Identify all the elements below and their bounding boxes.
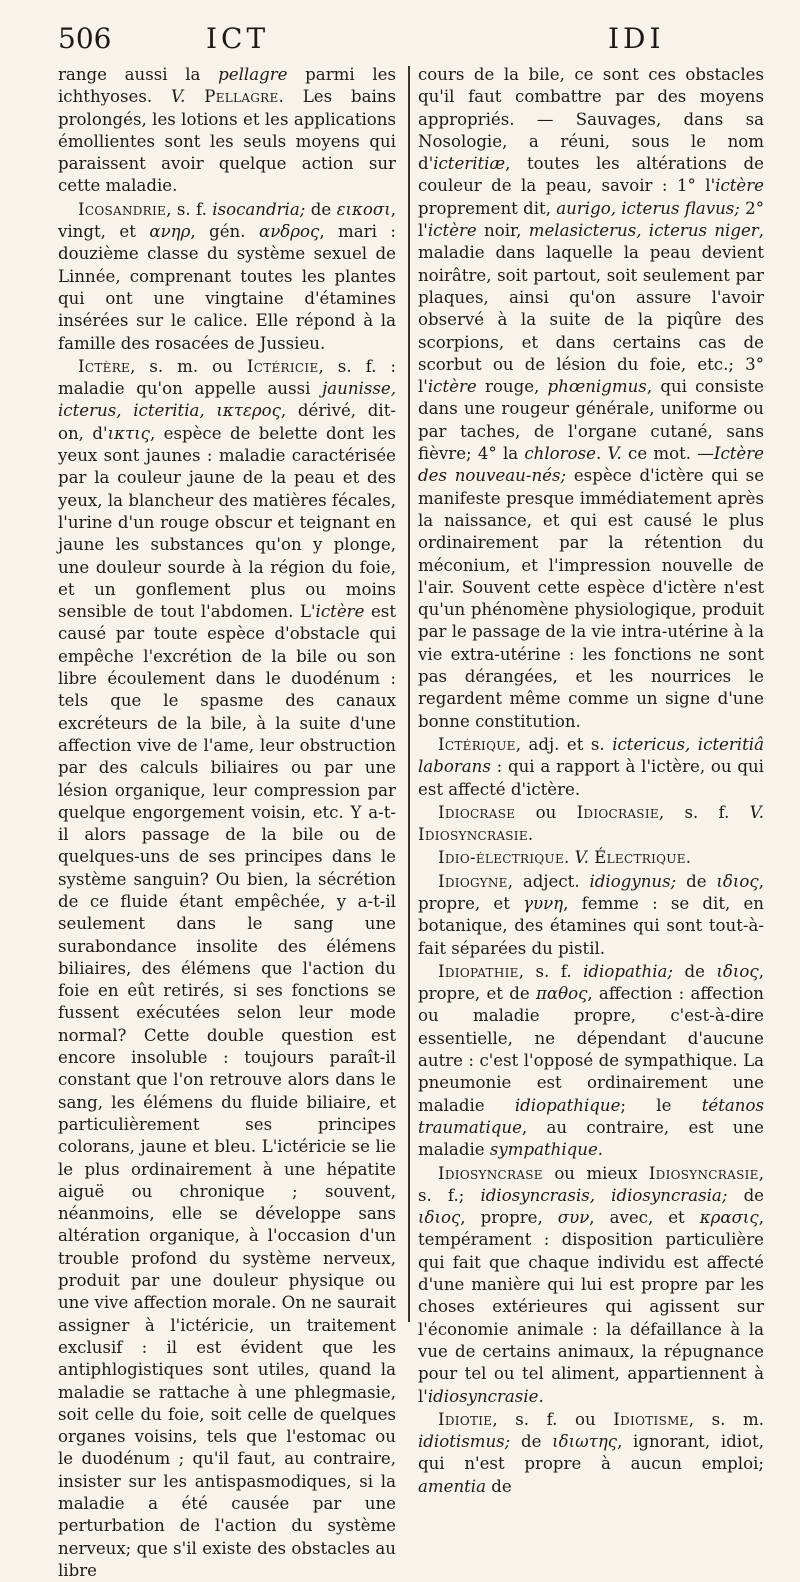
entry-icosandrie: Icosandrie, s. f. isocandria; de εικοσι, vingt, et ανηρ, gén. ανδρος, mari : douzième classe du système sexuel de Linnée, comprenant toutes les plantes qui ont une vingtaine d'étamines insérées sur le calice. Elle répond à la famille des rosacées de Jussieu. [58, 199, 396, 353]
italic-term: tétanos traumatique [418, 1095, 764, 1137]
italic-term: V. [574, 848, 589, 868]
headword: Ictère [78, 356, 131, 376]
italic-term: V. [607, 444, 622, 464]
headword: Idiocrasie [576, 802, 659, 822]
headword: Idiotie [438, 1409, 493, 1429]
greek-word: ιδιωτης [552, 1432, 618, 1452]
italic-term: idiosyncrasis, idiosyncrasia; [480, 1185, 728, 1205]
headword: Idio-électrique [438, 848, 565, 868]
italic-term: idiopathia; [583, 961, 673, 981]
left-running-head: ICT [206, 22, 270, 55]
entry-idio-electrique: Idio-électrique. V. Électrique. [438, 848, 692, 868]
greek-word: ικτερος [216, 401, 281, 421]
italic-term: phœnigmus [547, 377, 647, 397]
headword: Idiocrase [438, 802, 516, 822]
italic-term: aurigo, icterus flavus; [556, 198, 740, 218]
italic-term: pellagre [218, 65, 288, 84]
italic-term: ictère [715, 176, 764, 196]
entry-idiopathie: Idiopathie, s. f. idiopathia; de ιδιος, propre, et de παθος, affection : affection ou maladie propre, c'est-à-dire essentielle, ne dépendant d'aucune autre : c'est l'opposé de sympathique. La pneumonie est ordinairement une maladie idiopathique; le tétanos traumatique, au contraire, est une maladie sympathique. [418, 961, 764, 1160]
page-number: 506 [58, 22, 112, 55]
headword: Idiosyncrase [438, 1163, 543, 1183]
headword: Icosandrie [78, 199, 167, 219]
italic-term: idiopathique [514, 1095, 621, 1115]
greek-word: ανδρος [258, 222, 320, 242]
italic-term: V. [171, 87, 186, 107]
page-header [58, 22, 760, 62]
italic-term: ictericus, icteritiâ laborans [418, 734, 764, 777]
greek-word: ιδιος [716, 871, 759, 891]
italic-term: chlorose [524, 444, 596, 464]
italic-term: icteritiæ [433, 154, 506, 174]
italic-term: ictère [427, 377, 477, 397]
greek-word: ιδιος [716, 961, 759, 981]
greek-word: ανηρ [149, 222, 191, 242]
greek-word: κρασις [699, 1208, 759, 1228]
italic-term: jaunisse, icterus, icteritia, [58, 379, 396, 421]
headword: Idiosyncrasie [418, 825, 528, 845]
italic-term: idiogynus; [589, 871, 677, 891]
greek-word: συν [557, 1208, 590, 1228]
headword: Pellagre [204, 87, 279, 107]
entry-idiogyne: Idiogyne, adject. idiogynus; de ιδιος, propre, et γυνη, femme : se dit, en botanique, des étamines qui sont tout-à-fait séparées du pistil. [418, 871, 764, 958]
headword: Ictéricie [246, 356, 319, 376]
italic-term: ictère [315, 602, 365, 622]
italic-term: ictère [427, 221, 477, 241]
greek-word: γυνη [523, 893, 564, 913]
headword: Électrique [594, 848, 686, 868]
entry-ictere: Ictère, s. m. ou Ictéricie, s. f. : maladie qu'on appelle aussi jaunisse, icterus, icteritia, ικτερος, dérivé, dit-on, d'ικτις, espèce de belette dont les yeux sont jaunes : maladie caractérisée par la couleur jaune de la peau et des yeux, la blancheur des matières fécales, l'urine d'un rouge obscur et teignant en jaune les substances qu'on y plonge, une douleur sourde à la région du foie, et un gonflement plus ou moins sensible de tout l'abdomen. L'ictère est causé par toute espèce d'obstacle qui empêche l'excrétion de la bile ou son libre écoulement dans le duodénum : tels que le spasme des canaux excréteurs de la bile, à la suite d'une affection vive de l'ame, leur obstruction par des calculs biliaires ou par une lésion organique, leur compression par quelque engorgement voisin, etc. Y a-t-il alors passage de la bile ou de quelques-uns de ses principes dans le système sanguin? Ou bien, la sécrétion de ce fluide étant empêchée, y a-t-il seulement dans le sang une surabondance insolite des élémens biliaires, des élémens que l'action du foie en eût retirés, si ses fonctions se fussent exécutées selon leur mode normal? Cette double question est encore insoluble : toujours paraît-il constant que l'on retrouve alors dans le sang, les élémens du fluide biliaire, et particulièrement ses principes colorans, jaune et bleu. L'ictéricie se lie le plus ordinairement à une hépatite aiguë ou chronique ; souvent, néanmoins, elle se développe sans altération organique, à l'occasion d'un trouble profond du système nerveux, produit par une douleur physique ou une vive affection morale. On ne saurait assigner à l'ictéricie, un traitement exclusif : il est évident que les antiphlogistiques sont utiles, quand la maladie se rattache à une phlegmasie, soit celle du foie, soit celle de quelques organes voisins, tels que l'estomac ou le duodénum ; qu'il faut, au contraire, insister sur les antispasmodiques, si la maladie a été causée par une perturbation de l'action du système nerveux; que s'il existe des obstacles au libre [58, 356, 396, 1580]
greek-word: ιδιος [418, 1208, 461, 1228]
italic-term: isocandria; [212, 199, 306, 219]
italic-term: idiosyncrasie [427, 1386, 539, 1406]
entry-icterique: Ictérique, adj. et s. ictericus, icteritiâ laborans : qui a rapport à l'ictère, ou qui est affecté d'ictère. [418, 734, 764, 799]
greek-word: παθος [535, 984, 588, 1004]
italic-term: Ictère des nouveau-nés; [418, 444, 764, 486]
greek-word: ικτις [107, 423, 150, 443]
right-column [418, 64, 765, 1496]
italic-term: amentia [418, 1476, 487, 1496]
italic-term: idiotismus; [418, 1432, 511, 1452]
italic-term: V. [749, 802, 764, 822]
entry-idiosyncrase: Idiosyncrase ou mieux Idiosyncrasie, s. f.; idiosyncrasis, idiosyncrasia; de ιδιος, propre, συν, avec, et κρασις, tempérament : disposition particulière qui fait que chaque individu est affecté d'une manière qui lui est propre par les choses extérieures qui agissent sur l'économie animale : la défaillance à la vue de certains animaux, la répugnance pour tel ou tel aliment, appartiennent à l'idiosyncrasie. [418, 1163, 765, 1406]
headword: Idiogyne [438, 871, 508, 891]
italic-term: sympathique [489, 1140, 598, 1160]
greek-word: εικοσι [336, 199, 391, 219]
continued-entry-paragraph: range aussi la pellagre parmi les ichthyoses. V. Pellagre. Les bains prolongés, les lotions et les applications émollientes sont les seuls moyens qui paraissent avoir quelque action sur cette maladie. [58, 65, 396, 196]
entry-idiocrase: Idiocrase ou Idiocrasie, s. f. V. Idiosyncrasie. [418, 802, 764, 845]
italic-term: melasicterus, icterus niger [528, 221, 759, 241]
headword: Idiopathie [438, 961, 519, 981]
continued-entry-paragraph: cours de la bile, ce sont ces obstacles qu'il faut combattre par des moyens appropriés. — Sauvages, dans sa Nosologie, a réuni, sous le nom d'icteritiæ, toutes les altérations de couleur de la peau, savoir : 1° l'ictère proprement dit, aurigo, icterus flavus; 2° l'ictère noir, melasicterus, icterus niger, maladie dans laquelle la peau devient noirâtre, soit partout, soit seulement par plaques, ainsi qu'on assure l'avoir observé à la suite de la piqûre des scorpions, et dans certains cas de scorbut ou de lésion du foie, etc.; 3° l'ictère rouge, phœnigmus, qui consiste dans une rougeur générale, uniforme ou par taches, de l'organe cutané, sans fièvre; 4° la chlorose. V. ce mot. —Ictère des nouveau-nés; espèce d'ictère qui se manifeste presque immédiatement après la naissance, et qui est causé le plus ordinairement par la rétention du méconium, et l'impression nouvelle de l'air. Souvent cette espèce d'ictère n'est qu'un phénomène physiologique, produit par le passage de la vie intra-utérine à la vie extra-utérine : les fonctions ne sont pas dérangées, et les nourrices le regardent même comme un signe d'une bonne constitution. [418, 65, 765, 731]
left-column [58, 64, 396, 1580]
headword: Ictérique [438, 734, 516, 754]
entry-idiotie: Idiotie, s. f. ou Idiotisme, s. m. idiotismus; de ιδιωτης, ignorant, idiot, qui n'est propre à aucun emploi; amentia de [418, 1409, 764, 1496]
right-running-head: IDI [608, 22, 665, 55]
headword: Idiotisme [613, 1409, 689, 1429]
headword: Idiosyncrasie [648, 1163, 759, 1183]
column-divider [408, 66, 410, 1322]
